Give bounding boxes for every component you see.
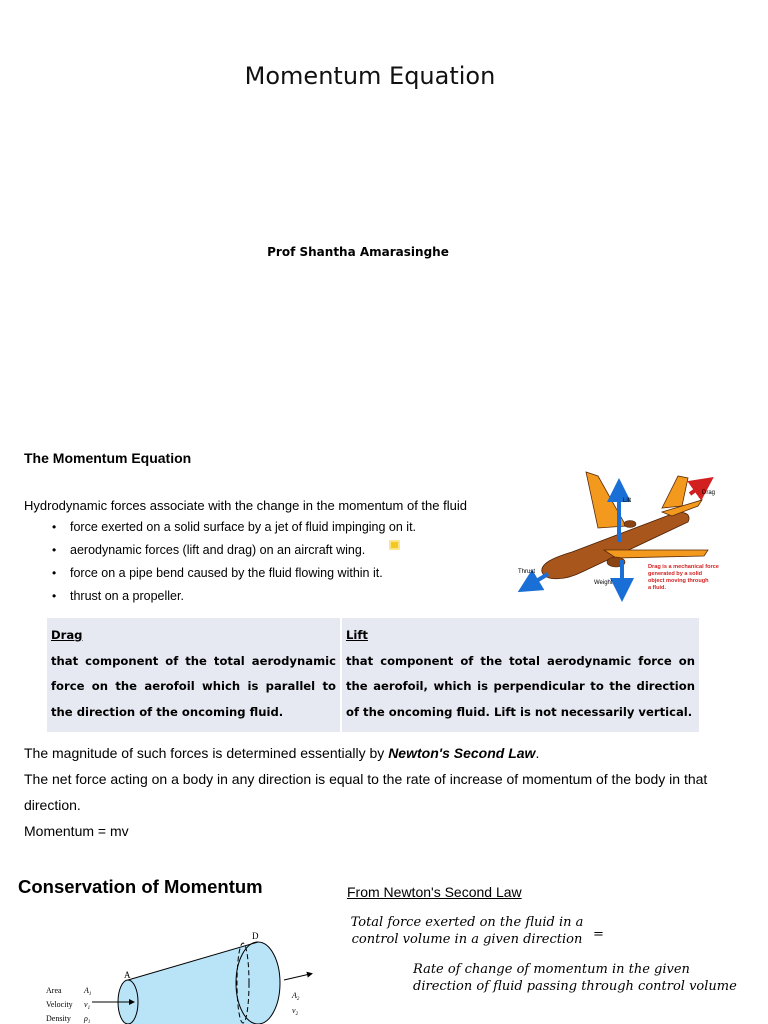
list-item-text: force on a pipe bend caused by the fluid flowing within it.: [70, 566, 383, 580]
momentum-formula: Momentum = mv: [24, 823, 129, 839]
paragraph-text: The magnitude of such forces is determined essentially by: [24, 745, 389, 761]
density-1-subscript: 1: [87, 1020, 91, 1024]
author-name: Prof Shantha Amarasinghe: [267, 245, 449, 259]
velocity-2-symbol: [292, 1006, 299, 1017]
equation-line: control volume in a given direction: [351, 932, 583, 947]
area-1-subscript: 1: [88, 992, 92, 997]
velocity-2-letter: v: [292, 1006, 296, 1015]
velocity-1-symbol: [84, 1000, 90, 1011]
area-2-letter: A: [292, 991, 297, 1000]
control-volume-figure: [0, 920, 340, 1024]
engine-shape: [624, 521, 636, 528]
table-row: [47, 618, 699, 732]
drag-heading: Drag: [51, 628, 83, 642]
force-examples-list: [50, 520, 416, 612]
equation-line: direction of fluid passing through control volume: [413, 979, 737, 994]
newton-law-paragraph: [24, 740, 734, 766]
list-item-text: thrust on a propeller.: [70, 589, 184, 603]
density-1-symbol: [83, 1014, 90, 1024]
thrust-label: Thrust: [518, 569, 536, 575]
section-heading: The Momentum Equation: [24, 450, 192, 466]
list-item: [50, 566, 416, 589]
area-2-symbol: [291, 991, 300, 1002]
drag-note-line: object moving through: [648, 578, 709, 584]
lift-heading: Lift: [346, 628, 368, 642]
paragraph-period: .: [535, 745, 540, 761]
near-wing-shape: [604, 550, 708, 558]
equals-sign: =: [593, 927, 604, 942]
density-1-letter: ρ: [84, 1014, 88, 1023]
drag-note-line: a fluid.: [648, 585, 667, 591]
equation-line: Rate of change of momentum in the given: [413, 962, 690, 977]
drag-definition-text: that component of the total aerodynamic force on the aerofoil which is parallel to the direction of the oncoming fluid.: [51, 653, 336, 719]
conservation-heading: Conservation of Momentum: [18, 876, 263, 897]
list-item-text: aerodynamic forces (lift and drag) on an aircraft wing.: [70, 543, 366, 557]
point-d-label: D: [252, 931, 259, 941]
thrust-arrow: [528, 574, 548, 586]
velocity-1-letter: v: [84, 1000, 88, 1009]
area-1-symbol: [83, 986, 91, 997]
intro-text: Hydrodynamic forces associate with the change in the momentum of the fluid: [24, 498, 467, 513]
tail-fin-shape: [662, 476, 688, 508]
velocity-1-subscript: 1: [87, 1006, 91, 1011]
point-a-label: A: [124, 970, 131, 980]
drag-label: Drag: [702, 490, 716, 496]
area-2-subscript: 2: [296, 997, 300, 1002]
drag-lift-definitions-table: [47, 618, 699, 732]
list-item: [50, 543, 416, 566]
drag-definition-cell: [47, 618, 341, 732]
lift-definition-cell: [341, 618, 699, 732]
list-item-text: force exerted on a solid surface by a jet of fluid impinging on it.: [70, 520, 417, 534]
newton-second-law-label: From Newton's Second Law: [347, 884, 522, 900]
drag-note-line: Drag is a mechanical force: [648, 564, 719, 570]
page-title: Momentum Equation: [244, 62, 496, 90]
lift-label: Lift: [623, 498, 632, 504]
newton-law-emphasis: Newton's Second Law: [388, 745, 536, 761]
velocity-label: Velocity: [46, 1000, 73, 1009]
equation-line: Total force exerted on the fluid in a: [350, 915, 584, 930]
velocity-2-subscript: 2: [295, 1012, 299, 1017]
list-item: [50, 520, 416, 543]
density-label: Density: [46, 1014, 71, 1023]
outflow-arrow: [284, 974, 310, 980]
weight-label: Weight: [594, 580, 613, 586]
drag-note-line: generated by a solid: [648, 571, 703, 577]
lift-definition-text: that component of the total aerodynamic force on the aerofoil, which is perpendicular to the direction of the oncoming fluid. Lift is not necessarily vertical.: [346, 653, 695, 719]
equation-right-side: [413, 961, 753, 995]
comment-note-icon[interactable]: [389, 540, 400, 550]
area-label: Area: [46, 986, 62, 995]
aircraft-forces-figure: [512, 468, 734, 602]
list-item: [50, 589, 416, 612]
equation-left-side: [342, 914, 592, 948]
area-1-letter: A: [84, 986, 89, 995]
pipe-outlet: [236, 942, 280, 1024]
net-force-paragraph: The net force acting on a body in any direction is equal to the rate of increase of momentum of the body in that direction.: [24, 771, 708, 813]
